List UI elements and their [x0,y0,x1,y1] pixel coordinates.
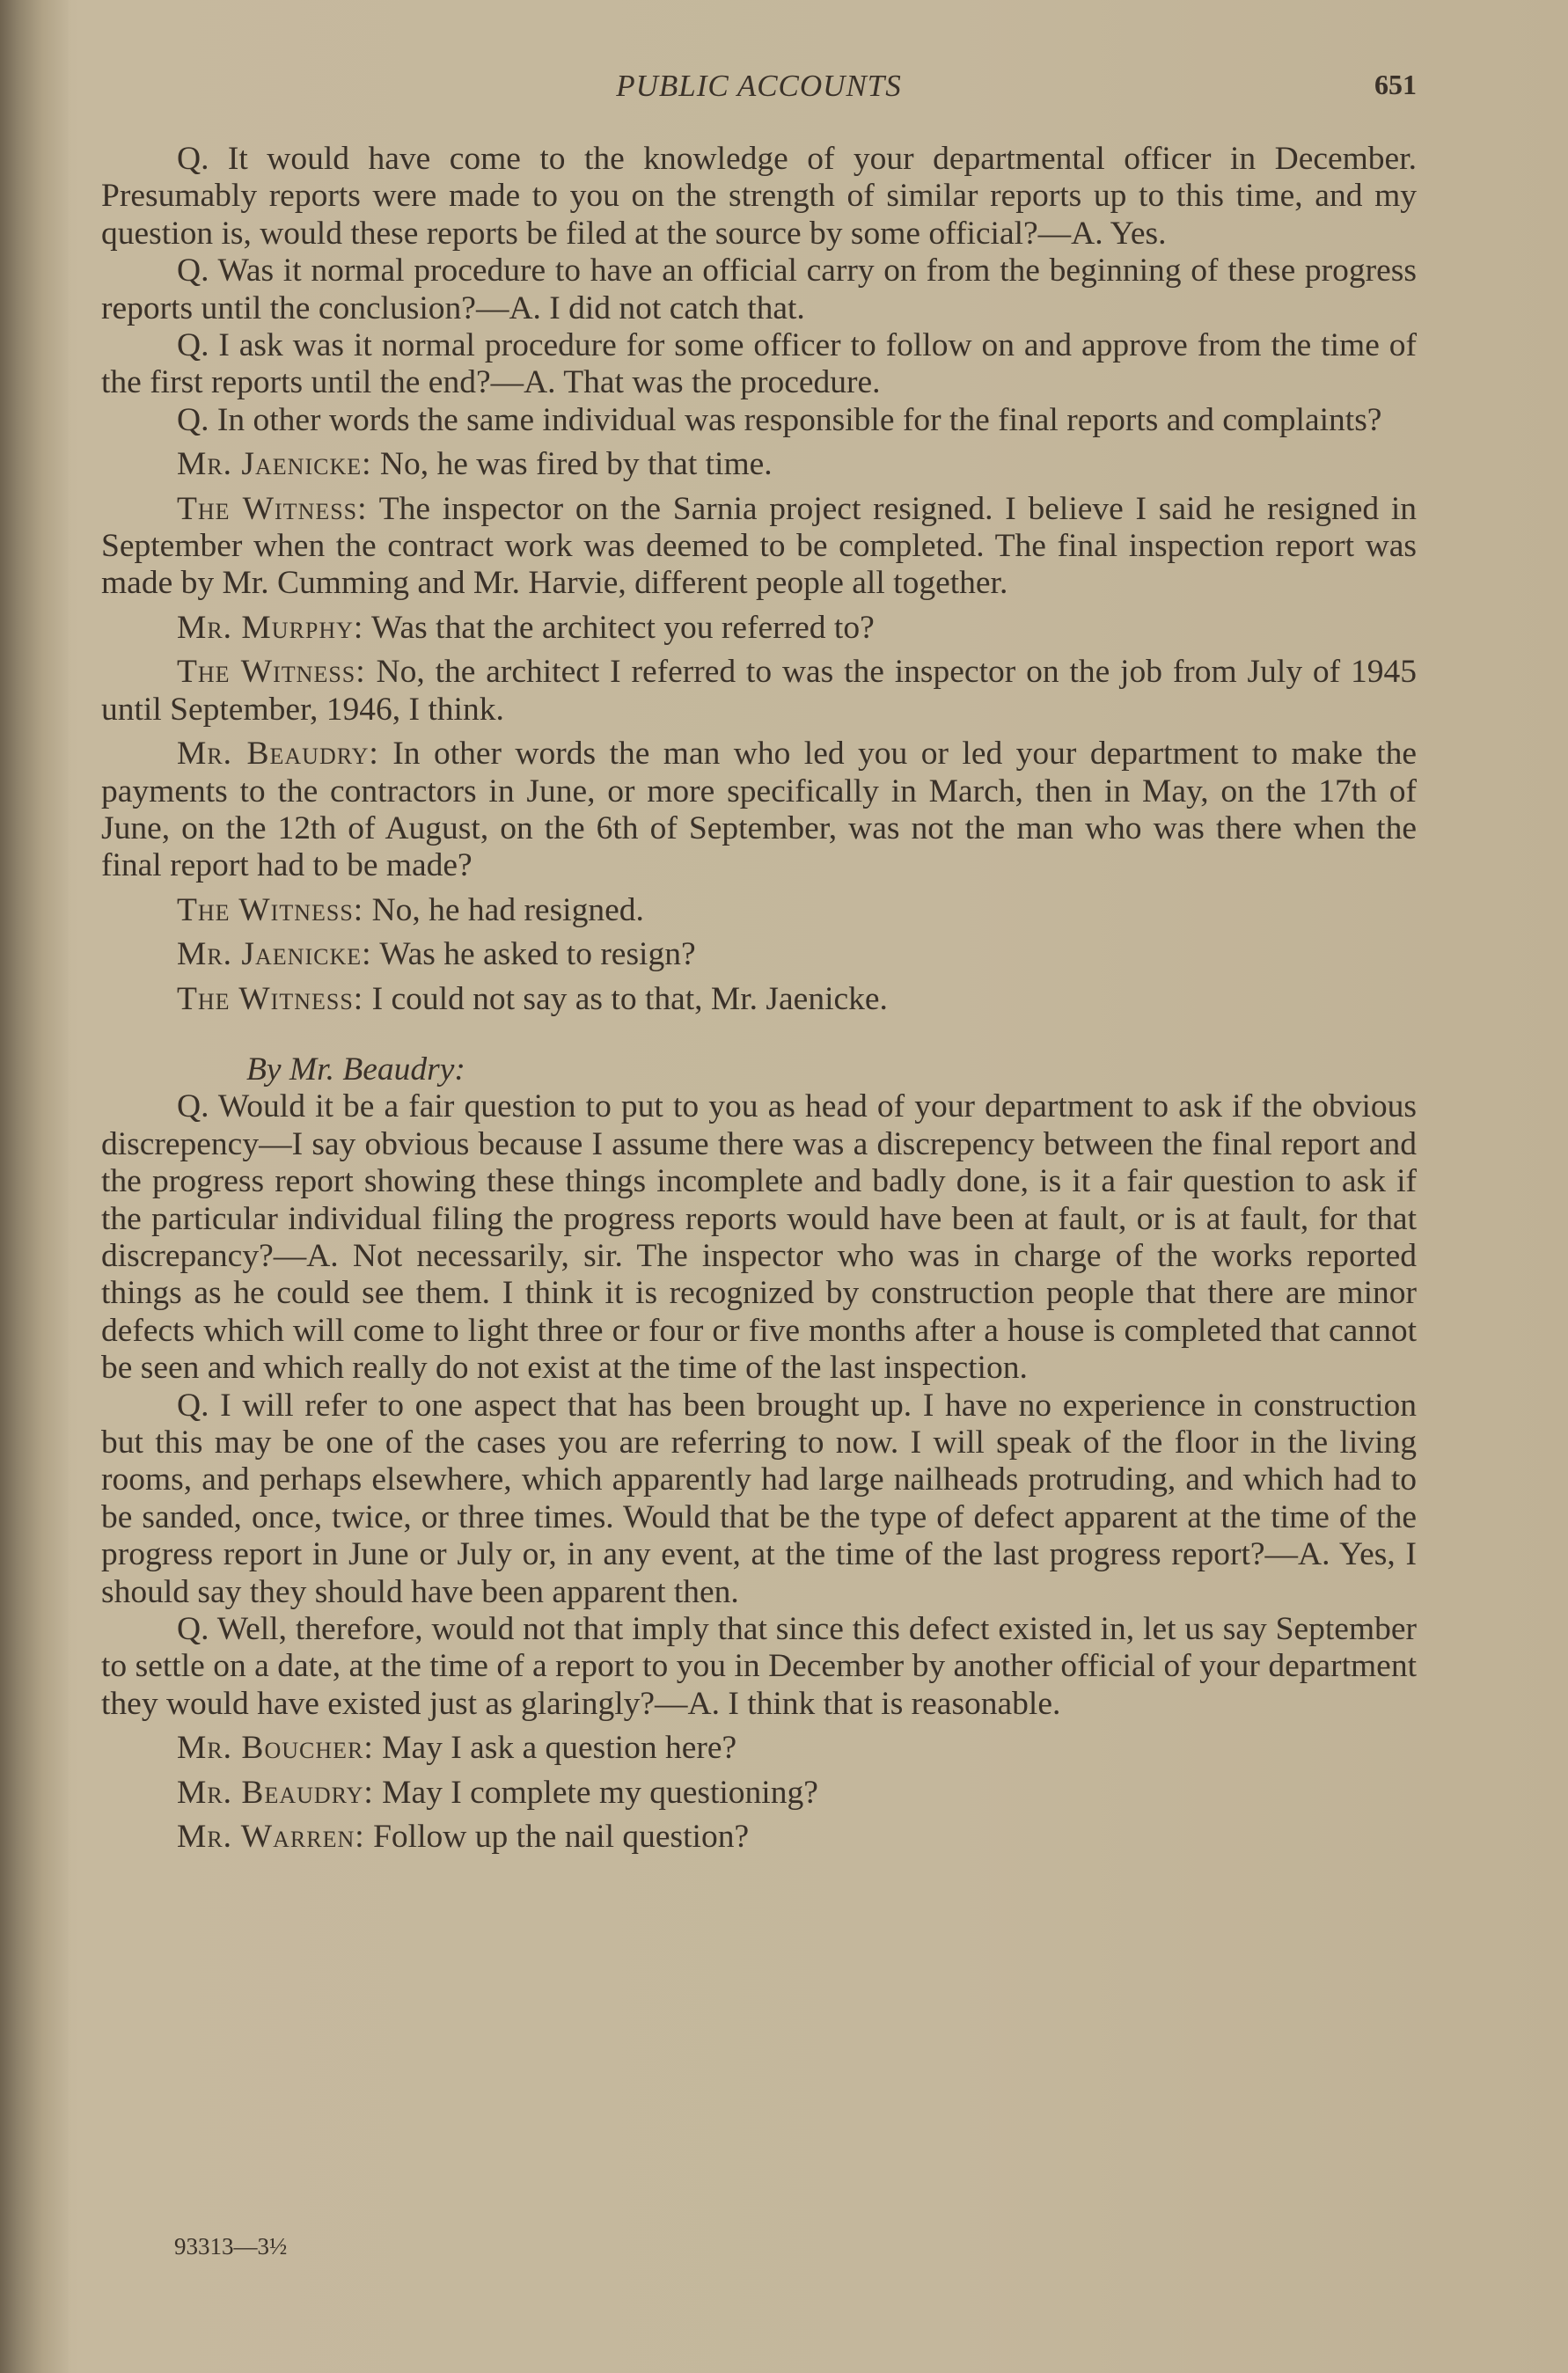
speaker-paragraph: Mr. Jaenicke: No, he was fired by that time. [177,446,773,483]
speaker-paragraph: The Witness: The inspector on the Sarnia project resigned. I believe I said he resigned in September when the contract work was deemed to be completed. The final inspection report was made by Mr. Cumming and Mr. Harvie, different people all together. [101,490,1418,602]
paragraph: Q. In other words the same individual was responsible for the final reports and complaints? [177,401,1382,438]
page-number: 651 [1374,69,1417,100]
speaker-name: Mr. Boucher: [177,1730,374,1767]
running-title: PUBLIC ACCOUNTS [616,69,902,103]
speaker-name: The Witness: [177,654,366,691]
book-binding-edge [0,0,69,2373]
speaker-name: The Witness: [177,490,368,527]
speaker-paragraph: Mr. Beaudry: In other words the man who led you or led your department to make the payments to the contractors in June, or more specifically in March, then in May, on the 17th of June, on the 12th of August, on the 6th of September, was not the man who was there when the final report had to be made? [101,736,1417,884]
speaker-name: Mr. Murphy: [177,609,364,646]
speaker-paragraph: The Witness: I could not say as to that, Mr. Jaenicke. [177,980,888,1017]
speaker-paragraph: The Witness: No, he had resigned. [177,891,644,928]
paragraph: Q. Was it normal procedure to have an official carry on from the beginning of these progress reports until the conclusion?—A. I did not catch that. [101,253,1417,326]
speaker-paragraph: Mr. Murphy: Was that the architect you referred to? [177,609,875,646]
speaker-paragraph: The Witness: No, the architect I referred to was the inspector on the job from July of 1945 until September, 1946, I think. [101,654,1417,728]
paragraph: Q. It would have come to the knowledge of your departmental officer in December. Presumably reports were made to you on the strength of similar reports up to this time, and my question is, would these reports be filed at the source by some official?—A. Yes. [101,141,1417,252]
page-body [101,141,1417,1856]
paragraph: Q. I will refer to one aspect that has been brought up. I have no experience in construction but this may be one of the cases you are referring to now. I will speak of the floor in the living rooms, and perhaps elsewhere, which apparently had large nailheads protruding, and which had to be sanded, once, twice, or three times. Would that be the type of defect apparent at the time of the progress report in June or July or, in any event, at the time of the last progress report?—A. Yes, I should say they should have been apparent then. [101,1387,1417,1610]
paragraph: Q. I ask was it normal procedure for some officer to follow on and approve from the time of the first reports until the end?—A. That was the procedure. [101,327,1417,401]
speaker-name: Mr. Jaenicke: [177,446,372,483]
examiner-byline: By Mr. Beaudry: [246,1051,465,1088]
paragraph: Q. Would it be a fair question to put to you as head of your department to ask if the obvious discrepency—I say obvious because I assume there was a discrepency between the final report and the progress report showing these things incomplete and badly done, is it a fair question to ask if the particular individual filing the progress reports would have been at fault, or is at fault, for that discrepancy?—A. Not necessarily, sir. The inspector who was in charge of the works reported things as he could see them. I think it is recognized by construction people that there are minor defects which will come to light three or four or five months after a house is completed that cannot be seen and which really do not exist at the time of the last inspection. [101,1088,1417,1387]
speaker-name: The Witness: [177,891,364,928]
page-header [101,69,1417,118]
speaker-paragraph: Mr. Boucher: May I ask a question here? [177,1730,737,1767]
paragraph: Q. Well, therefore, would not that imply that since this defect existed in, let us say September to settle on a date, at the time of a report to you in December by another official of your department they would have existed just as glaringly?—A. I think that is reasonable. [101,1611,1417,1722]
printer-signature-mark: 93313—3½ [174,2233,288,2259]
speaker-name: The Witness: [177,980,364,1017]
speaker-paragraph: Mr. Jaenicke: Was he asked to resign? [177,936,696,973]
speaker-name: Mr. Warren: [177,1819,365,1856]
speaker-name: Mr. Beaudry: [177,1774,374,1811]
speaker-name: Mr. Beaudry: [177,736,379,773]
speaker-paragraph: Mr. Beaudry: May I complete my questioning? [177,1774,818,1811]
speaker-paragraph: Mr. Warren: Follow up the nail question? [177,1819,750,1856]
speaker-name: Mr. Jaenicke: [177,936,372,973]
